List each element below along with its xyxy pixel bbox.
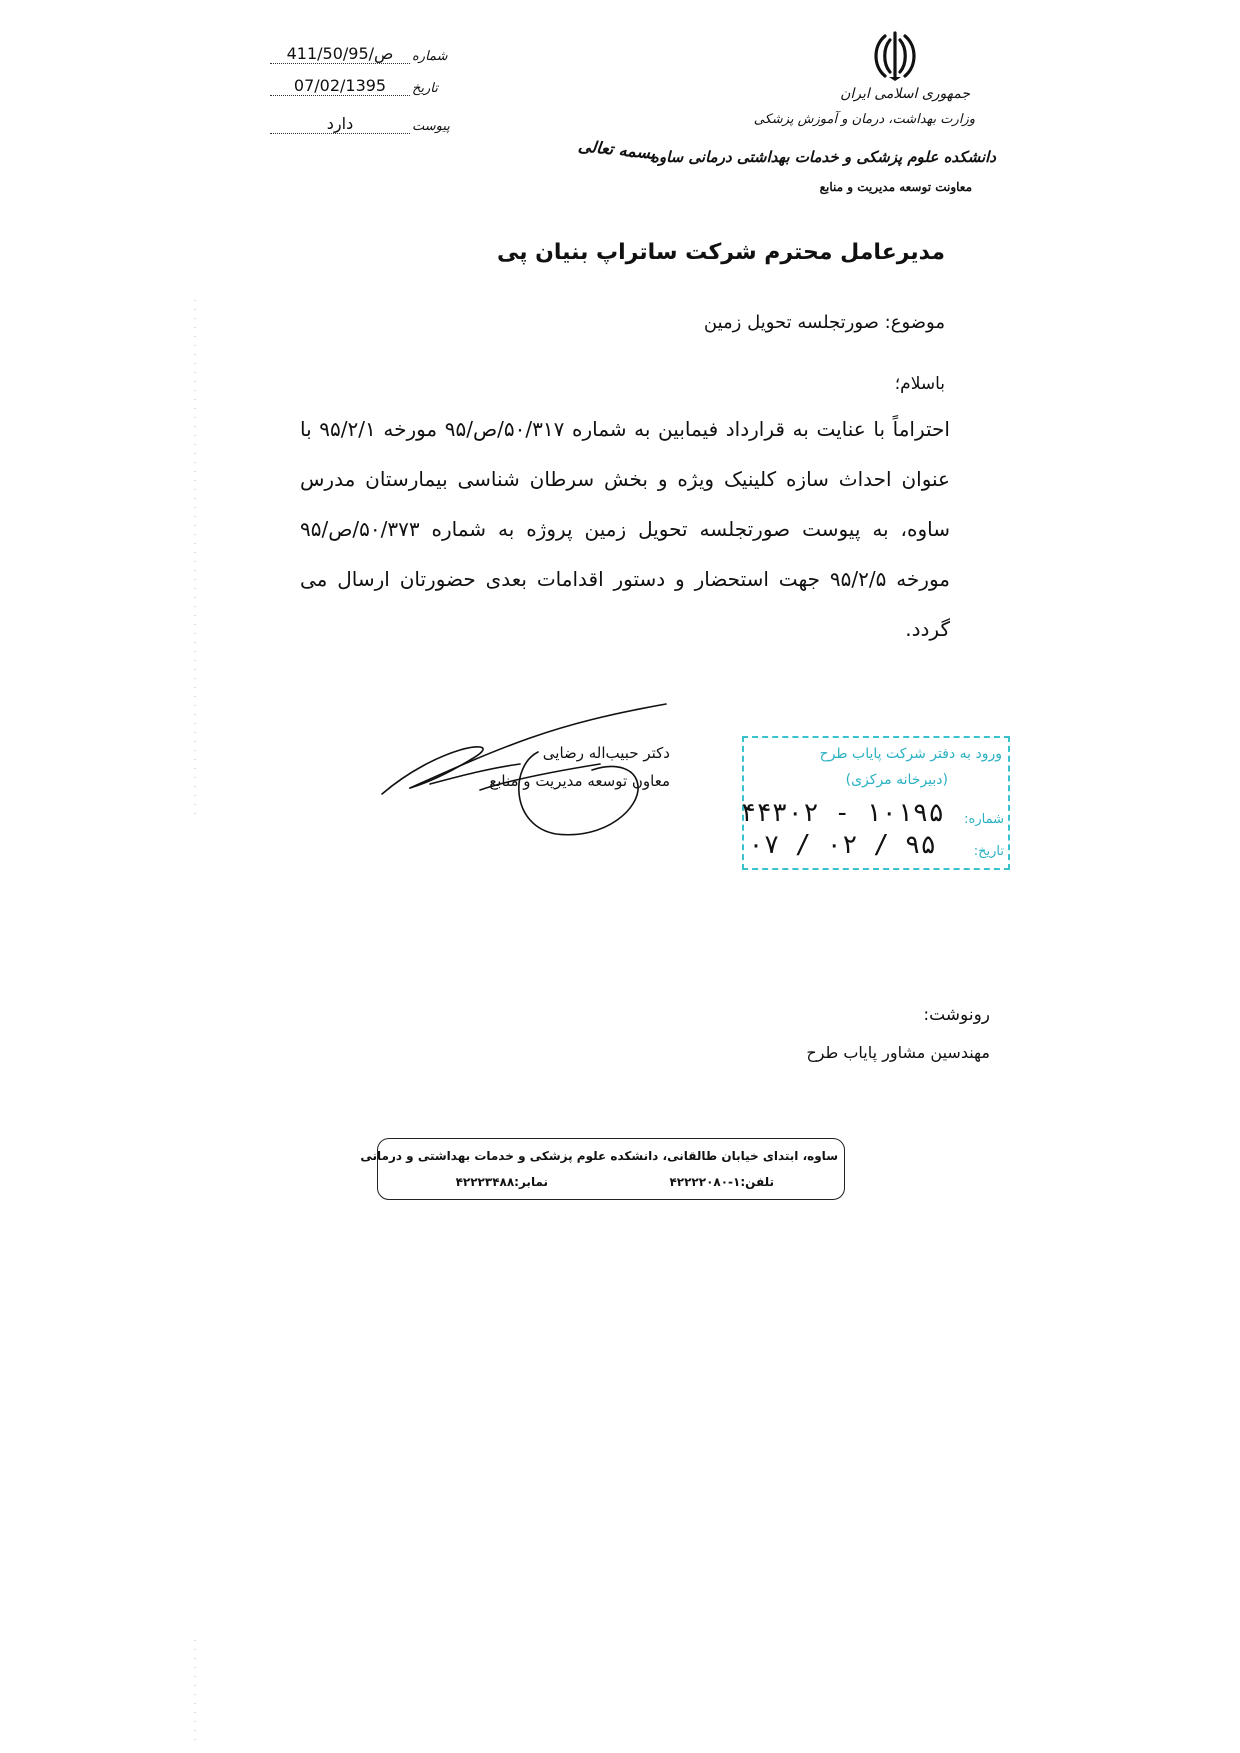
greeting: باسلام؛ xyxy=(894,374,945,394)
letter-body: احتراماً با عنایت به قرارداد فیمابین به شماره ۵۰/۳۱۷/ص/۹۵ مورخه ۹۵/۲/۱ با عنوان احداث سازه کلینیک ویژه و بخش سرطان شناسی بیمارستان مدرس ساوه، به پیوست صورتجلسه تحویل زمین پروژه به شماره ۵۰/۳۷۳/ص/۹۵ مورخه ۹۵/۲/۵ جهت استحضار و دستور اقدامات بعدی حضورتان ارسال می گردد. xyxy=(300,417,950,641)
stamp-number-label: شماره: xyxy=(964,812,1004,827)
header-department: معاونت توسعه مدیریت و منابع xyxy=(819,180,972,194)
cc-label: رونوشت: xyxy=(923,1005,990,1025)
footer-phone: تلفن:۱-۴۲۲۲۲۰۸۰ xyxy=(669,1175,774,1189)
header-ministry: وزارت بهداشت، درمان و آموزش پزشکی xyxy=(753,112,975,127)
cc-entry: مهندسین مشاور پایاب طرح xyxy=(806,1043,990,1062)
reference-attachment-row xyxy=(270,114,450,134)
subject: موضوع: صورتجلسه تحویل زمین xyxy=(703,312,945,333)
iran-emblem-icon xyxy=(867,30,923,82)
signature-block xyxy=(370,690,670,850)
scan-artifact xyxy=(194,300,196,820)
footer-fax: نمابر:۴۲۲۲۳۴۸۸ xyxy=(455,1175,548,1189)
reference-date-row xyxy=(270,76,438,96)
received-stamp xyxy=(742,736,1010,870)
reference-date-label: تاریخ xyxy=(412,81,438,96)
stamp-line1: ورود به دفتر شرکت پایاب طرح xyxy=(819,746,1002,762)
stamp-date-label: تاریخ: xyxy=(973,844,1004,859)
bismillah: بسمه تعالی xyxy=(577,136,657,163)
reference-number-value: 411/50/ص/95 xyxy=(270,44,410,64)
footer-contact-box xyxy=(360,1138,845,1200)
signatory-title: معاون توسعه مدیریت و منابع xyxy=(489,772,670,790)
stamp-line2: (دبیرخانه مرکزی) xyxy=(845,772,948,788)
header-country: جمهوری اسلامی ایران xyxy=(840,86,970,102)
footer-address: ساوه، ابتدای خیابان طالقانی، دانشکده علوم پزشکی و خدمات بهداشتی و درمانی xyxy=(360,1149,838,1163)
scan-artifact xyxy=(194,1640,196,1740)
reference-attachment-label: پیوست xyxy=(412,119,450,134)
header-university: دانشکده علوم پزشکی و خدمات بهداشتی درمانی ساوه xyxy=(650,148,996,166)
stamp-date-value: ۹۵ / ۰۲ / ۰۷ xyxy=(748,830,936,860)
reference-attachment-value: دارد xyxy=(270,114,410,134)
handwritten-signature xyxy=(370,690,670,850)
recipient: مدیرعامل محترم شرکت ساتراپ بنیان پی xyxy=(496,240,945,265)
reference-number-label: شماره xyxy=(412,49,448,64)
reference-date-value: 07/02/1395 xyxy=(270,76,410,96)
signatory-name: دکتر حبیب‌اله رضایی xyxy=(542,744,670,762)
reference-number-row xyxy=(270,44,447,64)
stamp-number-value: ۱۰۱۹۵ - ۴۴۳۰۲ xyxy=(740,798,944,828)
